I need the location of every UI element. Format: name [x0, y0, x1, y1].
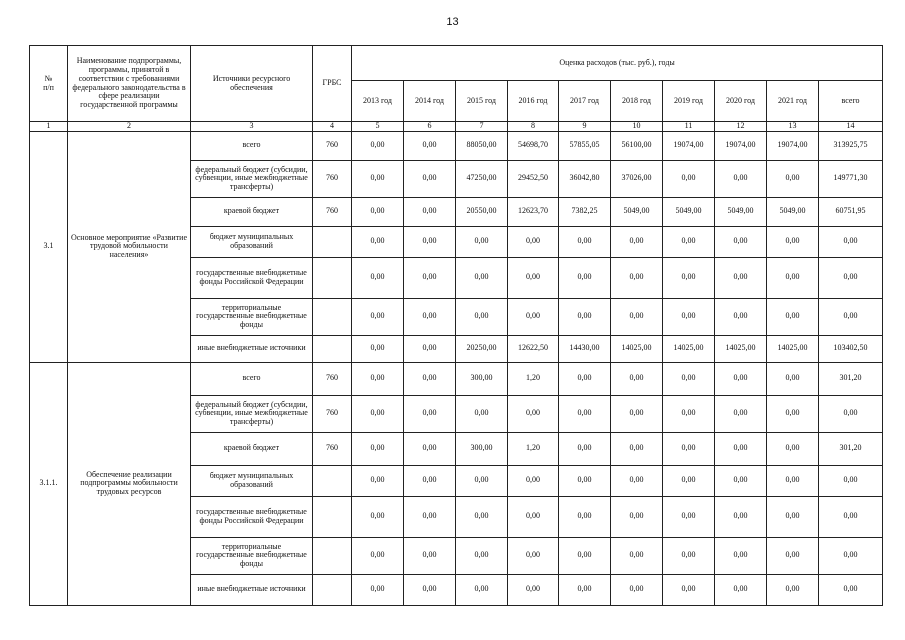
column-number: 11 — [663, 122, 715, 132]
amount-cell: 0,00 — [611, 395, 663, 432]
grbs-code: 760 — [313, 131, 352, 160]
amount-cell: 0,00 — [767, 432, 819, 465]
amount-cell: 0,00 — [404, 160, 456, 197]
total-cell: 0,00 — [819, 257, 883, 298]
amount-cell: 0,00 — [767, 298, 819, 335]
amount-cell: 0,00 — [663, 298, 715, 335]
amount-cell: 1,20 — [508, 432, 559, 465]
amount-cell: 0,00 — [767, 362, 819, 395]
grbs-code: 760 — [313, 395, 352, 432]
grbs-code — [313, 298, 352, 335]
grbs-code — [313, 496, 352, 537]
amount-cell: 36042,80 — [559, 160, 611, 197]
amount-cell: 19074,00 — [663, 131, 715, 160]
amount-cell: 0,00 — [352, 537, 404, 574]
amount-cell: 0,00 — [663, 432, 715, 465]
amount-cell: 0,00 — [508, 537, 559, 574]
budget-table — [29, 45, 883, 606]
amount-cell: 0,00 — [352, 160, 404, 197]
header-year: 2016 год — [508, 81, 559, 122]
amount-cell: 0,00 — [352, 298, 404, 335]
funding-source: краевой бюджет — [191, 197, 313, 226]
amount-cell: 0,00 — [559, 257, 611, 298]
amount-cell: 0,00 — [559, 362, 611, 395]
grbs-code — [313, 574, 352, 605]
amount-cell: 0,00 — [404, 131, 456, 160]
amount-cell: 0,00 — [767, 160, 819, 197]
amount-cell: 0,00 — [663, 160, 715, 197]
amount-cell: 0,00 — [456, 465, 508, 496]
funding-source: федеральный бюджет (субсидии, субвенции, иные межбюджетные трансферты) — [191, 160, 313, 197]
total-cell: 301,20 — [819, 362, 883, 395]
funding-source: государственные внебюджетные фонды Российской Федерации — [191, 257, 313, 298]
amount-cell: 0,00 — [559, 226, 611, 257]
grbs-code — [313, 226, 352, 257]
amount-cell: 54698,70 — [508, 131, 559, 160]
amount-cell: 0,00 — [715, 226, 767, 257]
total-cell: 0,00 — [819, 226, 883, 257]
amount-cell: 0,00 — [508, 465, 559, 496]
amount-cell: 0,00 — [352, 131, 404, 160]
amount-cell: 0,00 — [456, 574, 508, 605]
amount-cell: 0,00 — [404, 465, 456, 496]
amount-cell: 0,00 — [559, 465, 611, 496]
amount-cell: 29452,50 — [508, 160, 559, 197]
total-cell: 313925,75 — [819, 131, 883, 160]
amount-cell: 0,00 — [767, 496, 819, 537]
header-year: 2017 год — [559, 81, 611, 122]
amount-cell: 56100,00 — [611, 131, 663, 160]
amount-cell: 0,00 — [404, 257, 456, 298]
amount-cell: 0,00 — [715, 574, 767, 605]
grbs-code: 760 — [313, 197, 352, 226]
amount-cell: 0,00 — [663, 395, 715, 432]
page-number: 13 — [446, 16, 459, 28]
amount-cell: 0,00 — [456, 226, 508, 257]
amount-cell: 57855,05 — [559, 131, 611, 160]
amount-cell: 19074,00 — [767, 131, 819, 160]
header-year: 2020 год — [715, 81, 767, 122]
table-row — [30, 362, 883, 395]
total-cell: 0,00 — [819, 537, 883, 574]
amount-cell: 0,00 — [352, 197, 404, 226]
header-no: № п/п — [30, 46, 68, 122]
amount-cell: 5049,00 — [715, 197, 767, 226]
header-year: 2013 год — [352, 81, 404, 122]
amount-cell: 0,00 — [715, 257, 767, 298]
amount-cell: 0,00 — [611, 574, 663, 605]
column-number: 2 — [68, 122, 191, 132]
total-cell: 0,00 — [819, 574, 883, 605]
amount-cell: 0,00 — [767, 395, 819, 432]
funding-source: иные внебюджетные источники — [191, 574, 313, 605]
amount-cell: 0,00 — [715, 537, 767, 574]
amount-cell: 0,00 — [404, 432, 456, 465]
grbs-code: 760 — [313, 362, 352, 395]
amount-cell: 0,00 — [508, 574, 559, 605]
amount-cell: 0,00 — [404, 574, 456, 605]
funding-source: бюджет муниципальных образований — [191, 226, 313, 257]
amount-cell: 20550,00 — [456, 197, 508, 226]
amount-cell: 12623,70 — [508, 197, 559, 226]
amount-cell: 5049,00 — [611, 197, 663, 226]
header-source: Источники ресурсного обеспечения — [191, 46, 313, 122]
row-number: 3.1 — [30, 131, 68, 362]
amount-cell: 0,00 — [404, 335, 456, 362]
total-cell: 60751,95 — [819, 197, 883, 226]
amount-cell: 0,00 — [352, 432, 404, 465]
total-cell: 103402,50 — [819, 335, 883, 362]
amount-cell: 0,00 — [767, 226, 819, 257]
header-year: 2019 год — [663, 81, 715, 122]
amount-cell: 300,00 — [456, 432, 508, 465]
amount-cell: 0,00 — [663, 465, 715, 496]
amount-cell: 47250,00 — [456, 160, 508, 197]
header-name: Наименование подпрограммы, программы, принятой в соответствии с требованиями федерального законодательства в сфере реализации государственной программы — [68, 46, 191, 122]
amount-cell: 0,00 — [663, 257, 715, 298]
amount-cell: 0,00 — [715, 465, 767, 496]
amount-cell: 0,00 — [508, 257, 559, 298]
funding-source: бюджет муниципальных образований — [191, 465, 313, 496]
amount-cell: 0,00 — [352, 362, 404, 395]
funding-source: краевой бюджет — [191, 432, 313, 465]
column-number: 1 — [30, 122, 68, 132]
table-row — [30, 131, 883, 160]
amount-cell: 0,00 — [404, 537, 456, 574]
header-year: 2021 год — [767, 81, 819, 122]
amount-cell: 0,00 — [404, 226, 456, 257]
amount-cell: 0,00 — [767, 465, 819, 496]
amount-cell: 0,00 — [663, 496, 715, 537]
amount-cell: 0,00 — [352, 574, 404, 605]
amount-cell: 19074,00 — [715, 131, 767, 160]
column-number: 3 — [191, 122, 313, 132]
amount-cell: 0,00 — [456, 537, 508, 574]
grbs-code: 760 — [313, 160, 352, 197]
program-name: Обеспечение реализации подпрограммы мобильности трудовых ресурсов — [68, 362, 191, 605]
total-cell: 301,20 — [819, 432, 883, 465]
column-number: 13 — [767, 122, 819, 132]
amount-cell: 0,00 — [663, 574, 715, 605]
column-number: 12 — [715, 122, 767, 132]
amount-cell: 0,00 — [559, 574, 611, 605]
amount-cell: 14025,00 — [715, 335, 767, 362]
amount-cell: 0,00 — [508, 395, 559, 432]
amount-cell: 0,00 — [456, 496, 508, 537]
column-number: 14 — [819, 122, 883, 132]
amount-cell: 0,00 — [559, 537, 611, 574]
amount-cell: 0,00 — [715, 496, 767, 537]
amount-cell: 0,00 — [611, 226, 663, 257]
amount-cell: 0,00 — [352, 496, 404, 537]
total-cell: 0,00 — [819, 298, 883, 335]
grbs-code: 760 — [313, 432, 352, 465]
amount-cell: 0,00 — [611, 257, 663, 298]
total-cell: 0,00 — [819, 465, 883, 496]
amount-cell: 14025,00 — [663, 335, 715, 362]
amount-cell: 5049,00 — [663, 197, 715, 226]
header-estimate: Оценка расходов (тыс. руб.), годы — [352, 46, 883, 81]
column-number: 4 — [313, 122, 352, 132]
amount-cell: 14430,00 — [559, 335, 611, 362]
column-number: 8 — [508, 122, 559, 132]
amount-cell: 0,00 — [559, 298, 611, 335]
column-number: 7 — [456, 122, 508, 132]
amount-cell: 0,00 — [559, 496, 611, 537]
column-number: 9 — [559, 122, 611, 132]
header-year: 2015 год — [456, 81, 508, 122]
grbs-code — [313, 537, 352, 574]
total-cell: 0,00 — [819, 395, 883, 432]
amount-cell: 0,00 — [456, 298, 508, 335]
funding-source: всего — [191, 131, 313, 160]
amount-cell: 0,00 — [715, 395, 767, 432]
column-number: 5 — [352, 122, 404, 132]
amount-cell: 0,00 — [508, 226, 559, 257]
amount-cell: 0,00 — [559, 395, 611, 432]
grbs-code — [313, 335, 352, 362]
amount-cell: 300,00 — [456, 362, 508, 395]
funding-source: территориальные государственные внебюджетные фонды — [191, 298, 313, 335]
amount-cell: 0,00 — [456, 257, 508, 298]
amount-cell: 0,00 — [611, 537, 663, 574]
amount-cell: 0,00 — [404, 395, 456, 432]
header-grbs: ГРБС — [313, 46, 352, 122]
amount-cell: 0,00 — [352, 465, 404, 496]
amount-cell: 0,00 — [663, 226, 715, 257]
amount-cell: 0,00 — [715, 160, 767, 197]
amount-cell: 7382,25 — [559, 197, 611, 226]
column-number: 6 — [404, 122, 456, 132]
amount-cell: 0,00 — [404, 496, 456, 537]
total-cell: 0,00 — [819, 496, 883, 537]
program-name: Основное мероприятие «Развитие трудовой мобильности населения» — [68, 131, 191, 362]
amount-cell: 0,00 — [663, 537, 715, 574]
amount-cell: 12622,50 — [508, 335, 559, 362]
total-cell: 149771,30 — [819, 160, 883, 197]
funding-source: государственные внебюджетные фонды Российской Федерации — [191, 496, 313, 537]
row-number: 3.1.1. — [30, 362, 68, 605]
amount-cell: 0,00 — [663, 362, 715, 395]
header-year: 2014 год — [404, 81, 456, 122]
amount-cell: 0,00 — [611, 465, 663, 496]
amount-cell: 0,00 — [352, 257, 404, 298]
funding-source: федеральный бюджет (субсидии, субвенции, иные межбюджетные трансферты) — [191, 395, 313, 432]
amount-cell: 37026,00 — [611, 160, 663, 197]
amount-cell: 0,00 — [611, 496, 663, 537]
amount-cell: 0,00 — [352, 395, 404, 432]
header-year: 2018 год — [611, 81, 663, 122]
amount-cell: 1,20 — [508, 362, 559, 395]
amount-cell: 0,00 — [767, 574, 819, 605]
amount-cell: 0,00 — [508, 496, 559, 537]
amount-cell: 0,00 — [767, 537, 819, 574]
amount-cell: 0,00 — [404, 197, 456, 226]
amount-cell: 0,00 — [611, 298, 663, 335]
amount-cell: 0,00 — [352, 226, 404, 257]
amount-cell: 0,00 — [767, 257, 819, 298]
column-number: 10 — [611, 122, 663, 132]
amount-cell: 0,00 — [508, 298, 559, 335]
amount-cell: 88050,00 — [456, 131, 508, 160]
amount-cell: 0,00 — [715, 362, 767, 395]
amount-cell: 5049,00 — [767, 197, 819, 226]
amount-cell: 14025,00 — [611, 335, 663, 362]
grbs-code — [313, 257, 352, 298]
amount-cell: 14025,00 — [767, 335, 819, 362]
amount-cell: 0,00 — [456, 395, 508, 432]
amount-cell: 0,00 — [715, 298, 767, 335]
amount-cell: 0,00 — [715, 432, 767, 465]
amount-cell: 20250,00 — [456, 335, 508, 362]
amount-cell: 0,00 — [352, 335, 404, 362]
grbs-code — [313, 465, 352, 496]
header-year: всего — [819, 81, 883, 122]
amount-cell: 0,00 — [404, 362, 456, 395]
amount-cell: 0,00 — [611, 362, 663, 395]
funding-source: иные внебюджетные источники — [191, 335, 313, 362]
amount-cell: 0,00 — [559, 432, 611, 465]
amount-cell: 0,00 — [611, 432, 663, 465]
amount-cell: 0,00 — [404, 298, 456, 335]
funding-source: территориальные государственные внебюджетные фонды — [191, 537, 313, 574]
funding-source: всего — [191, 362, 313, 395]
